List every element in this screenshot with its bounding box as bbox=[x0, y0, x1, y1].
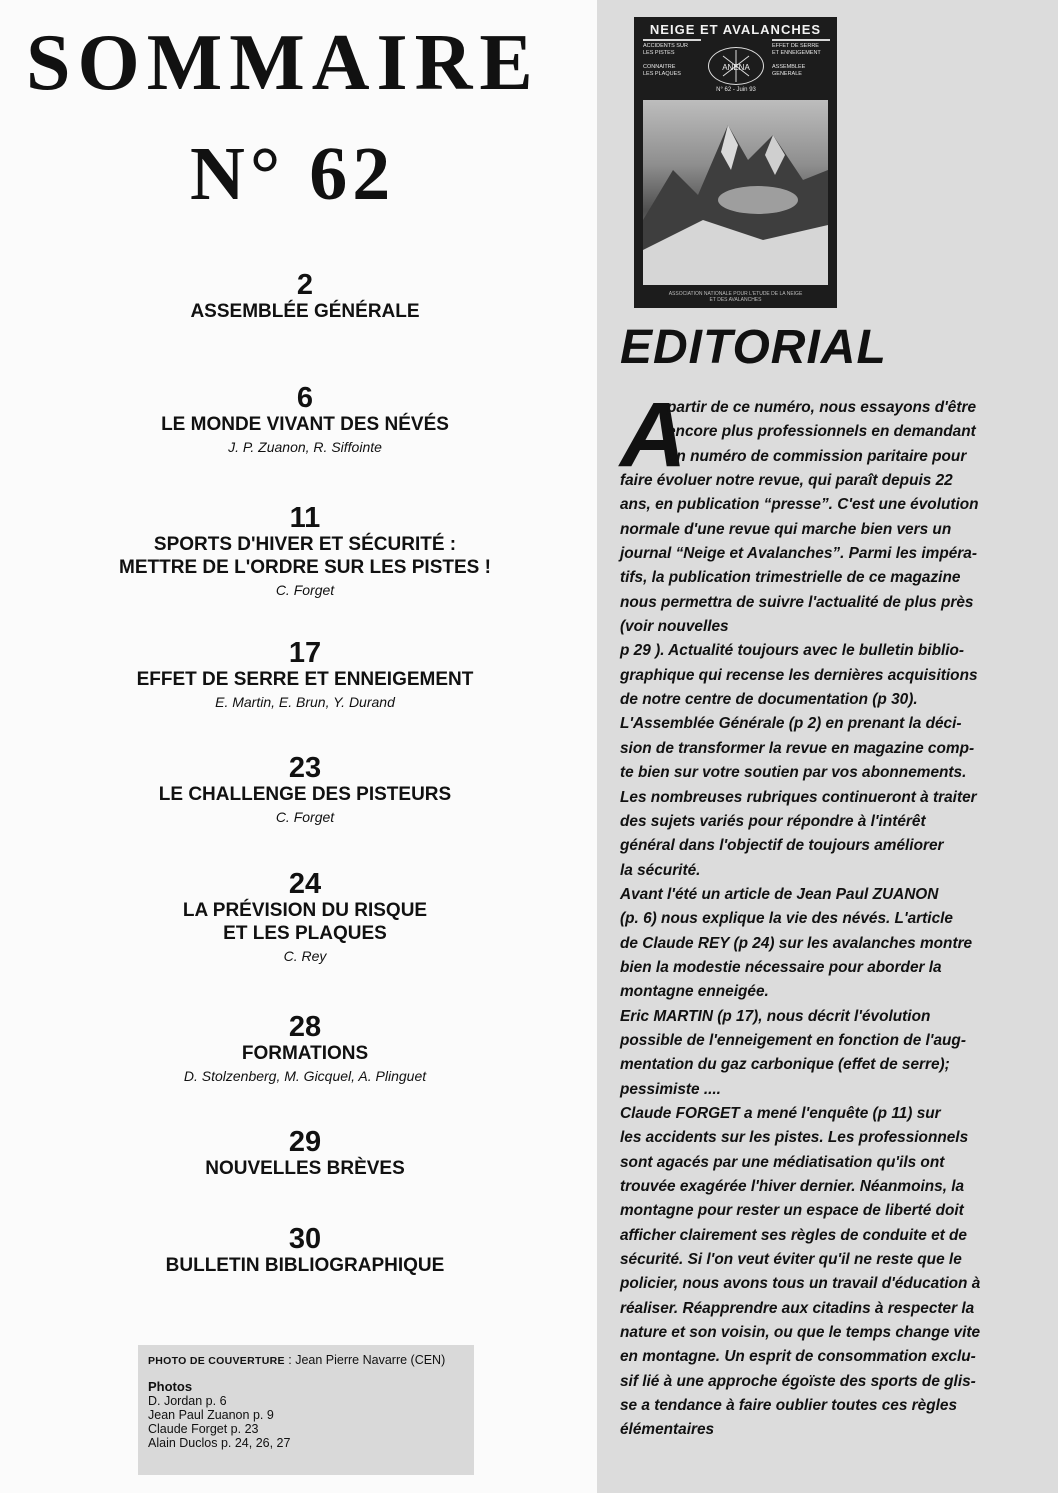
cover-footer: ASSOCIATION NATIONALE POUR L'ETUDE DE LA NEIGE ET DES AVALANCHES bbox=[668, 291, 803, 303]
cover-title: NEIGE ET AVALANCHES bbox=[649, 22, 822, 37]
editorial-line: la sécurité. bbox=[620, 861, 701, 879]
toc-entry[interactable] bbox=[40, 503, 570, 638]
toc-title: BULLETIN BIBLIOGRAPHIQUE bbox=[165, 1255, 445, 1276]
toc-page-number: 24 bbox=[288, 868, 322, 900]
toc-title: LE CHALLENGE DES PISTEURS bbox=[158, 784, 452, 805]
toc-title: FORMATIONS bbox=[241, 1043, 369, 1064]
toc-page-number: 30 bbox=[288, 1223, 322, 1255]
editorial-line: des sujets variés pour répondre à l'intérêt bbox=[620, 812, 926, 830]
editorial-line: de Claude REY (p 24) sur les avalanches montre bbox=[620, 934, 973, 952]
magazine-cover-thumbnail bbox=[634, 17, 837, 308]
cover-divider bbox=[772, 39, 830, 41]
editorial-line: sif lié à une approche égoïste des sports de glis- bbox=[620, 1372, 976, 1390]
editorial-dropcap: A bbox=[620, 384, 687, 486]
editorial-line: policier, nous avons tous un travail d'éducation à bbox=[620, 1275, 981, 1293]
toc-entry[interactable] bbox=[40, 270, 570, 383]
editorial-line: L'Assemblée Générale (p 2) en prenant la déci- bbox=[620, 715, 962, 733]
toc-title: ASSEMBLÉE GÉNÉRALE bbox=[190, 301, 420, 322]
cover-left-topics: ACCIDENTS SUR LES PISTES CONNAITRE LES PLAQUES bbox=[643, 43, 688, 77]
mountain-illustration bbox=[643, 100, 828, 285]
editorial-line: Claude FORGET a mené l'enquête (p 11) sur bbox=[620, 1104, 941, 1122]
toc-title: NOUVELLES BRÈVES bbox=[205, 1158, 405, 1179]
toc-title: EFFET DE SERRE ET ENNEIGEMENT bbox=[136, 669, 474, 690]
toc-page-number: 23 bbox=[288, 752, 322, 784]
editorial-line: ans, en publication “presse”. C'est une évolution bbox=[620, 496, 979, 514]
editorial-line: possible de l'enneigement en fonction de l'aug- bbox=[620, 1031, 966, 1049]
editorial-line: tifs, la publication trimestrielle de ce magazine bbox=[620, 569, 961, 587]
editorial-line: Avant l'été un article de Jean Paul ZUANON bbox=[620, 885, 939, 903]
cover-divider bbox=[643, 39, 701, 41]
toc-entry[interactable] bbox=[40, 869, 570, 1012]
editorial-line: sont agacés par une médiatisation qu'ils ont bbox=[620, 1153, 945, 1171]
editorial-line: pessimiste .... bbox=[620, 1080, 721, 1098]
editorial-line: en montagne. Un esprit de consommation exclu- bbox=[620, 1348, 976, 1366]
editorial-line: faire évoluer notre revue, qui paraît depuis 22 bbox=[620, 472, 953, 490]
editorial-line: normale d'une revue qui marche bien vers un bbox=[620, 520, 952, 538]
toc-page-number: 6 bbox=[296, 382, 314, 414]
toc-page-number: 29 bbox=[288, 1126, 322, 1158]
photo-credit: Claude Forget p. 23 bbox=[148, 1422, 259, 1436]
table-of-contents bbox=[40, 270, 570, 1284]
cover-right-topics: EFFET DE SERRE ET ENNEIGEMENT ASSEMBLEE GENERALE bbox=[772, 43, 821, 77]
photos-heading: Photos bbox=[148, 1379, 193, 1394]
editorial-line: de notre centre de documentation (p 30). bbox=[620, 691, 918, 709]
photo-credits-box bbox=[138, 1345, 474, 1475]
toc-entry[interactable] bbox=[40, 1012, 570, 1127]
editorial-line: Eric MARTIN (p 17), nous décrit l'évolution bbox=[620, 1007, 931, 1025]
editorial-line: Les nombreuses rubriques continueront à traiter bbox=[620, 788, 977, 806]
toc-page-number: 2 bbox=[296, 269, 314, 301]
photo-credit: Jean Paul Zuanon p. 9 bbox=[148, 1408, 274, 1422]
cover-photo-credit: : Jean Pierre Navarre (CEN) bbox=[284, 1353, 446, 1367]
mountain-photo bbox=[643, 100, 828, 285]
editorial-line: montagne pour rester un espace de liberté doit bbox=[620, 1202, 964, 1220]
toc-entry[interactable] bbox=[40, 383, 570, 503]
toc-page-number: 11 bbox=[289, 502, 321, 534]
editorial-line: nous permettra de suivre l'actualité de plus près bbox=[620, 593, 974, 611]
editorial-heading: EDITORIAL bbox=[620, 321, 887, 374]
editorial-line: (voir nouvelles bbox=[620, 618, 729, 636]
toc-entry[interactable] bbox=[40, 753, 570, 869]
editorial-line: élémentaires bbox=[620, 1421, 715, 1439]
toc-entry[interactable] bbox=[40, 638, 570, 753]
cover-photo-label: PHOTO DE COUVERTURE bbox=[148, 1355, 285, 1367]
editorial-line: graphique qui recense les dernières acquisitions bbox=[620, 666, 978, 684]
editorial-line: nature et son voisin, ou que le temps change vite bbox=[620, 1324, 981, 1342]
editorial-line: un numéro de commission paritaire pour bbox=[667, 447, 967, 465]
editorial-line: partir de ce numéro, nous essayons d'être bbox=[667, 399, 977, 416]
logo-lettering: ANENA bbox=[722, 63, 750, 72]
toc-entry[interactable] bbox=[40, 1127, 570, 1224]
editorial-line: mentation du gaz carbonique (effet de serre); bbox=[620, 1056, 950, 1074]
editorial-line: bien la modestie nécessaire pour aborder la bbox=[620, 958, 942, 976]
editorial-line: les accidents sur les pistes. Les professionnels bbox=[620, 1129, 969, 1147]
photo-credit: D. Jordan p. 6 bbox=[148, 1394, 227, 1408]
editorial-line: réaliser. Réapprendre aux citadins à respecter la bbox=[620, 1299, 975, 1317]
anena-logo bbox=[708, 47, 764, 85]
editorial-line: se a tendance à faire oublier toutes ces règles bbox=[620, 1397, 958, 1415]
photo-credit: Alain Duclos p. 24, 26, 27 bbox=[148, 1436, 291, 1450]
toc-author: C. Forget bbox=[275, 582, 335, 598]
editorial-line: trouvée exagérée l'hiver dernier. Néanmoins, la bbox=[620, 1178, 965, 1195]
editorial-line: sion de transformer la revue en magazine comp- bbox=[620, 739, 975, 757]
toc-author: D. Stolzenberg, M. Gicquel, A. Plinguet bbox=[183, 1068, 427, 1084]
editorial-body bbox=[620, 384, 1050, 1443]
cover-issue-date: N° 62 - Juin 93 bbox=[716, 87, 756, 93]
toc-author: J. P. Zuanon, R. Siffointe bbox=[228, 439, 382, 455]
toc-title: LA PRÉVISION DU RISQUE ET LES PLAQUES bbox=[182, 900, 428, 944]
toc-page-number: 17 bbox=[288, 637, 322, 669]
toc-title: SPORTS D'HIVER ET SÉCURITÉ : METTRE DE L'ORDRE SUR LES PISTES ! bbox=[119, 534, 491, 578]
page-title: SOMMAIRE bbox=[26, 19, 540, 107]
toc-entry[interactable] bbox=[40, 1224, 570, 1284]
editorial-line: encore plus professionnels en demandant bbox=[667, 423, 976, 441]
editorial-line: sécurité. Si l'on veut éviter qu'il ne reste que le bbox=[620, 1251, 962, 1269]
editorial-line: journal “Neige et Avalanches”. Parmi les impéra- bbox=[620, 545, 977, 563]
editorial-line: p 29 ). Actualité toujours avec le bulletin biblio- bbox=[620, 642, 965, 660]
editorial-line: montagne enneigée. bbox=[620, 983, 769, 1001]
issue-number: N° 62 bbox=[190, 132, 396, 216]
editorial-line: te bien sur votre soutien par vos abonnements. bbox=[620, 764, 967, 782]
toc-author: C. Forget bbox=[275, 809, 335, 825]
toc-title: LE MONDE VIVANT DES NÉVÉS bbox=[161, 414, 449, 435]
toc-author: C. Rey bbox=[283, 948, 327, 964]
toc-page-number: 28 bbox=[288, 1011, 322, 1043]
editorial-line: afficher clairement ses règles de conduite et de bbox=[620, 1226, 967, 1244]
logo-mark bbox=[709, 48, 763, 84]
editorial-line: général dans l'objectif de toujours améliorer bbox=[620, 837, 944, 855]
toc-author: E. Martin, E. Brun, Y. Durand bbox=[215, 694, 395, 710]
editorial-line: (p. 6) nous explique la vie des névés. L'article bbox=[620, 910, 953, 928]
